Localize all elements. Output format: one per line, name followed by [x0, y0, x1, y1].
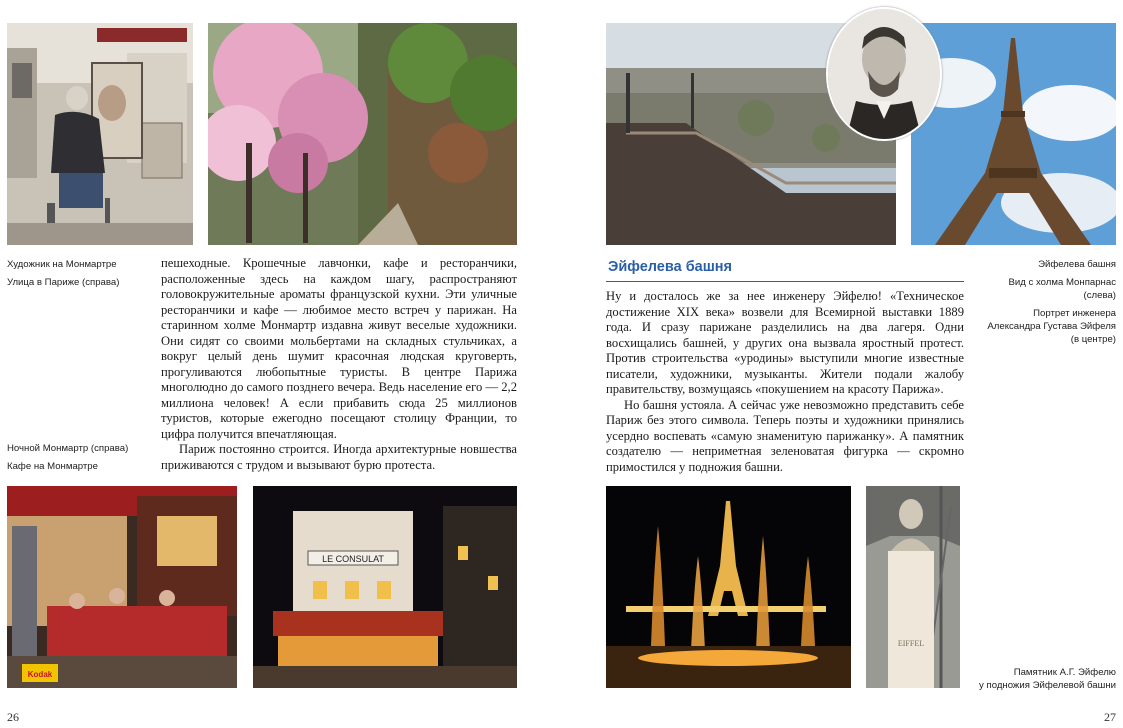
page-number-right: 27: [1104, 710, 1116, 724]
photo-cafe-montmartre: [7, 486, 237, 688]
right-body-text: [606, 289, 964, 475]
caption-montparnasse-view: Вид с холма Монпарнас: [1008, 277, 1116, 288]
photo-night-montmartre: [253, 486, 517, 688]
caption-eiffel-monument-1: Памятник А.Г. Эйфелю: [1013, 667, 1116, 678]
statue-label: EIFFEL: [897, 639, 925, 648]
caption-eiffel-tower: Эйфелева башня: [1038, 259, 1116, 270]
kodak-sign: Kodak: [27, 670, 53, 679]
right-paragraph-1: Ну и досталось же за нее инженеру Эйфелю! «Техническое достижение XIX века» возвели для Всемирной выставки 1889 года. И сразу парижане разделились на два лагеря. Одни восхищались башней, у других она вызвала яростный протест. Против строительства «уродины» выступили многие известные писатели, художники, музыканты. Жители подали жалобу правительству, возмущаясь «покушением на красоту Парижа».: [606, 289, 964, 396]
left-paragraph-1: пешеходные. Крошечные лавчонки, кафе и ресторанчики, расположенные здесь на каждом шагу, распространяют головокружительные ароматы французской кухни. Эти уличные ресторанчики и кафе — любимое место встреч у парижан. На старинном холме Монмартр издавна живут веселые художники. Они сидят со своими мольбертами на складных стульчиках, а вокруг целый день шумит красочная людская круговерть, прогуливаются любопытные туристы. В центре Парижа многолюдно до самого позднего вечера. Ведь население его — 2,2 миллиона человек! А если прибавить сюда 25 миллионов туристов, которые ежегодно посещают столицу Франции, то цифра получится впечатляющая.: [161, 256, 517, 441]
left-body-text: [161, 256, 517, 473]
left-paragraph-2: Париж постоянно строится. Иногда архитектурные новшества приживаются с трудом и вызывают бурю протеста.: [161, 442, 517, 472]
caption-portrait-1: Портрет инженера: [1033, 308, 1116, 319]
caption-portrait-center: (в центре): [1070, 334, 1116, 345]
caption-artist: Художник на Монмартре: [7, 259, 117, 270]
right-paragraph-2: Но башня устояла. А сейчас уже невозможно представить себе Париж без этого символа. Теперь поэты и художники принялись усердно воспевать «самую знаменитую парижанку». А памятник создателю — неприметная зеленоватая фигурка — скромно примостился у подножия башни.: [606, 397, 964, 474]
heading-rule: [606, 281, 964, 282]
caption-portrait-2: Александра Густава Эйфеля: [987, 321, 1116, 332]
photo-eiffel-monument: [866, 486, 960, 688]
cafe-sign: LE CONSULAT: [322, 554, 384, 564]
page-number-left: 26: [7, 710, 19, 724]
photo-eiffel-tower: [911, 23, 1116, 245]
photo-eiffel-night: [606, 486, 851, 688]
caption-night-montmartre: Ночной Монмартр (справа): [7, 443, 129, 454]
section-heading: Эйфелева башня: [608, 259, 733, 275]
caption-eiffel-monument-2: у подножия Эйфелевой башни: [979, 680, 1116, 691]
caption-montparnasse-left: (слева): [1083, 290, 1116, 301]
caption-paris-street: Улица в Париже (справа): [7, 277, 120, 288]
caption-cafe-montmartre: Кафе на Монмартре: [7, 461, 98, 472]
photo-paris-street: [208, 23, 517, 245]
portrait-gustave-eiffel: [826, 7, 942, 141]
photo-artist-montmartre: [7, 23, 193, 245]
